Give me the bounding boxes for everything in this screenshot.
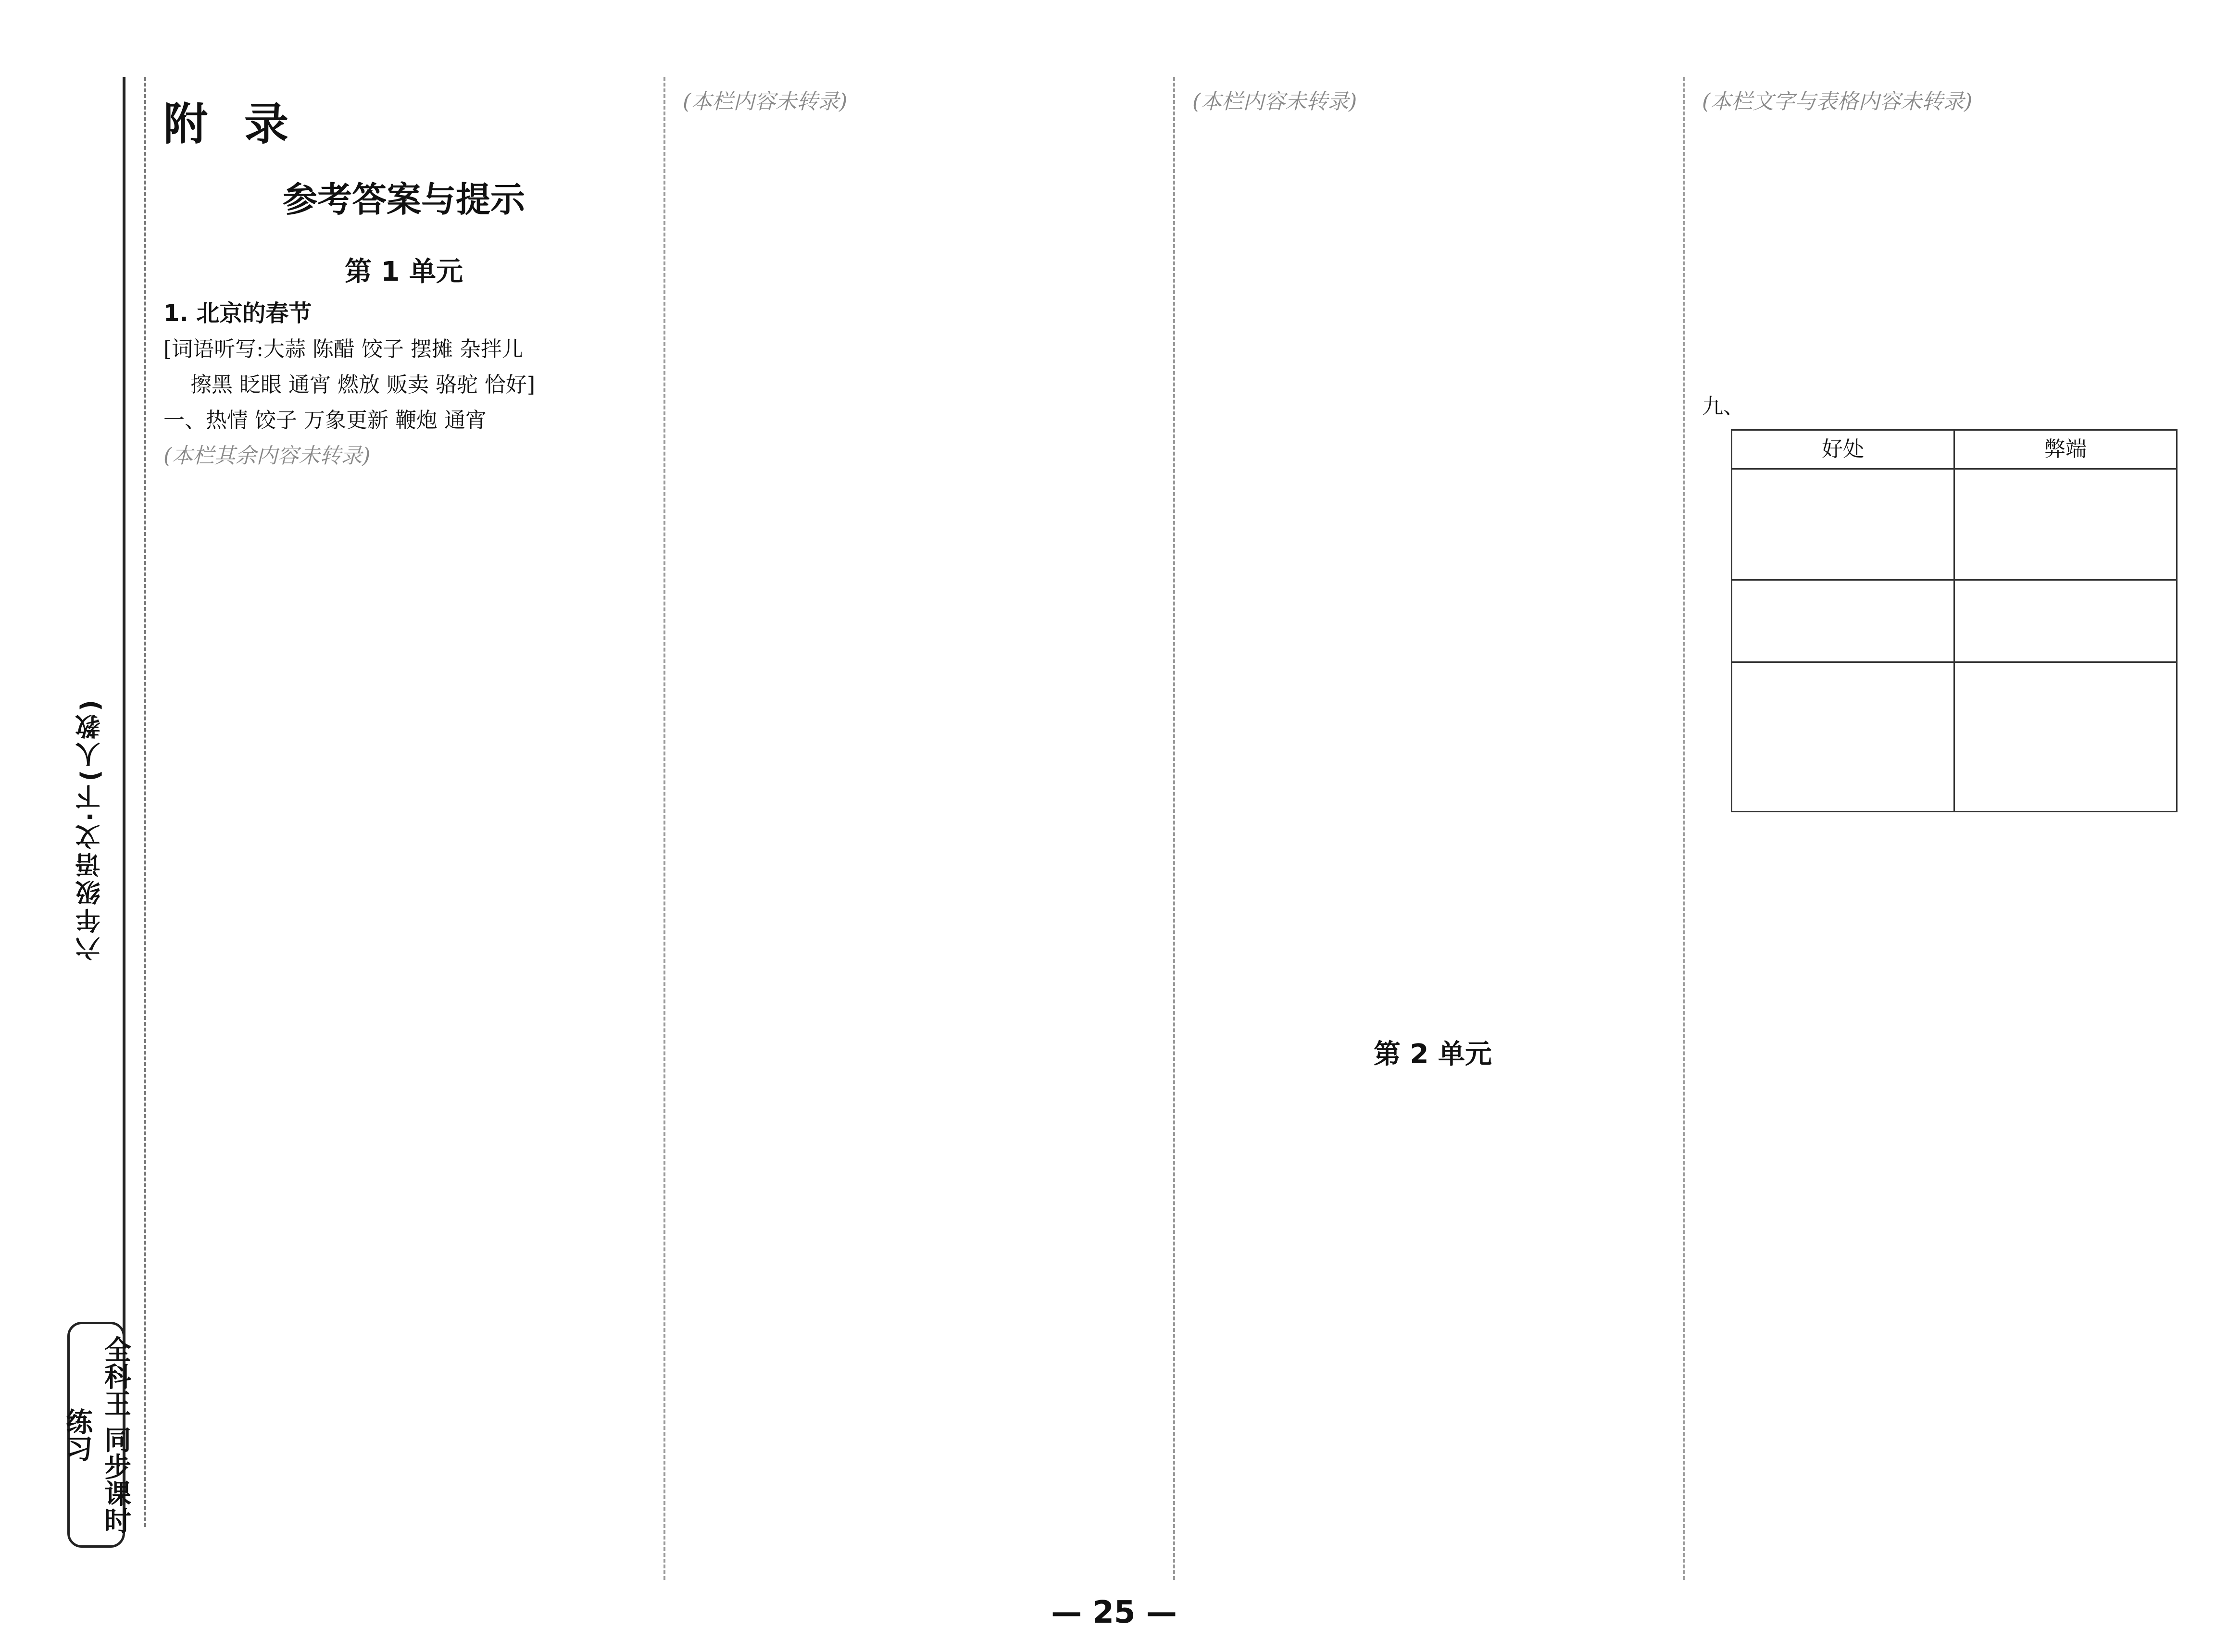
column-divider-3 [1683,77,1685,1580]
binding-margin [0,0,144,1652]
appendix-heading: 附 录 [163,99,300,150]
page-number: — 25 — [1051,1595,1177,1630]
margin-rule [123,77,125,1527]
book-title-vertical: 六年级语文·下(人教) [76,697,105,961]
unit-2-title: 第 2 单元 [1374,1039,1492,1070]
unit-1-title: 第 1 单元 [345,256,463,287]
untranscribed-note: (本栏文字与表格内容未转录) [1702,89,1973,114]
column-divider-2 [1173,77,1175,1580]
brand-logo: 全科王 同步课时练习 [67,1322,125,1548]
table-cell [1954,662,2177,812]
answers-title: 参考答案与提示 [282,179,525,220]
column-4 [1702,84,2183,1580]
table-cell [1732,662,1954,812]
untranscribed-note: (本栏内容未转录) [1192,89,1357,114]
lesson-1-line: [词语听写:大蒜 陈醋 饺子 摆摊 杂拌儿 [163,337,523,361]
table-cell [1954,469,2177,580]
lesson-1-title: 1. 北京的春节 [163,300,312,327]
lesson-1-line: 擦黑 眨眼 通宵 燃放 贩卖 骆驼 恰好] [190,373,536,397]
table-cell [1732,580,1954,662]
column-2 [683,84,1164,1580]
table-cell [1732,469,1954,580]
table-header: 弊端 [1954,430,2177,469]
pros-cons-table [1731,429,2178,812]
untranscribed-note: (本栏内容未转录) [683,89,848,114]
cut-line [144,77,146,1527]
table-header: 好处 [1732,430,1954,469]
untranscribed-note: (本栏其余内容未转录) [163,444,371,468]
column-3 [1192,84,1673,1580]
column-divider-1 [663,77,665,1580]
lesson-1-line: 一、热情 饺子 万象更新 鞭炮 通宵 [163,408,487,433]
column-1 [163,84,644,1580]
table-cell [1954,580,2177,662]
pros-cons-block [1702,389,2183,812]
item-nine-label: 九、 [1702,394,1744,419]
